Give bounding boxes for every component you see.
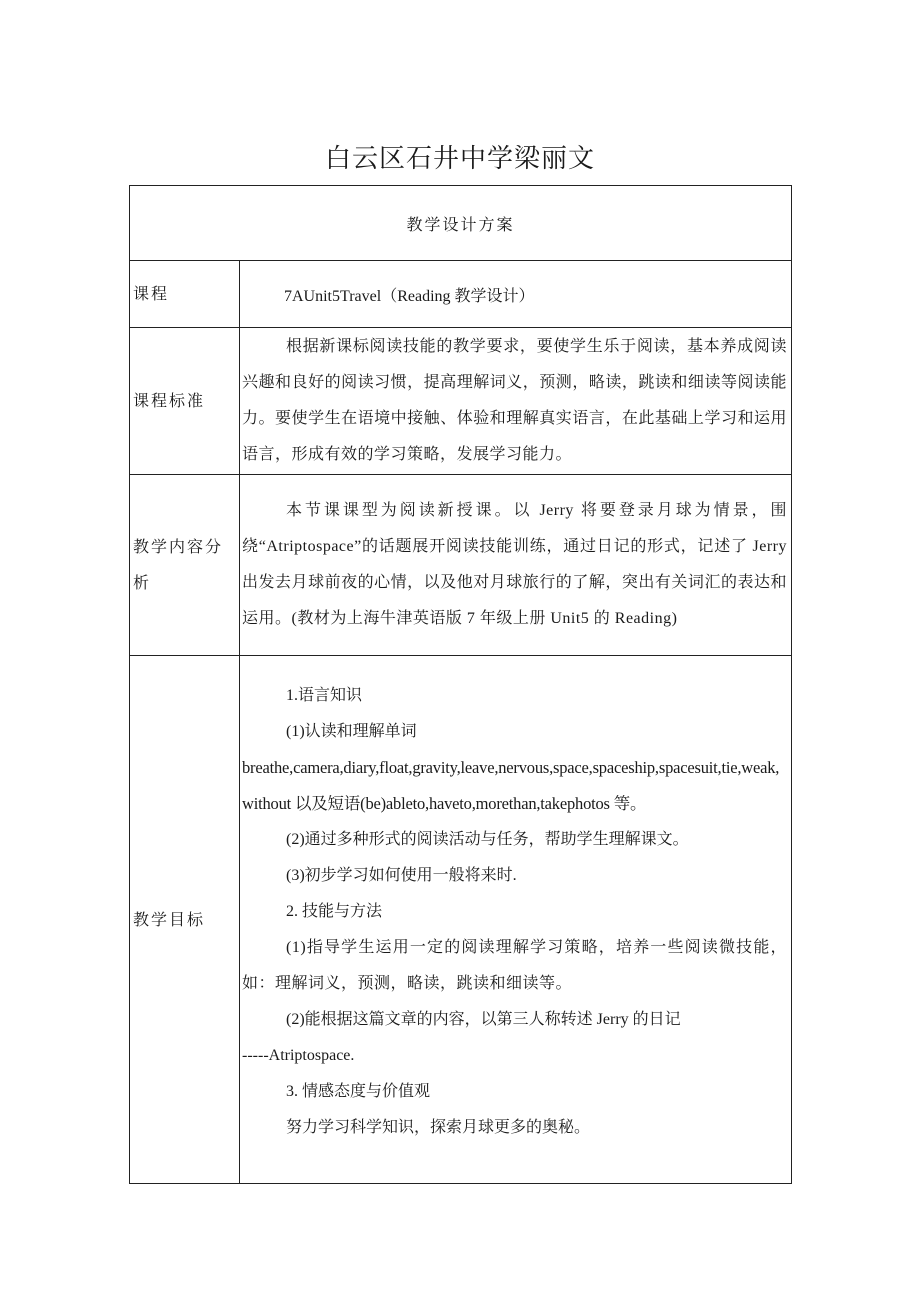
goal-line: 2. 技能与方法 (286, 903, 383, 920)
document-title: 白云区石井中学梁丽文 (324, 144, 595, 174)
analysis-row (130, 475, 792, 656)
analysis-cell (240, 475, 792, 656)
standard-text: 根据新课标阅读技能的教学要求，要使学生乐于阅读，基本养成阅读兴趣和良好的阅读习惯，提高理解词义，预测，略读，跳读和细读等阅读能力。要使学生在语境中接触、体验和理解真实语言，在此基础上学习和运用语言，形成有效的学习策略，发展学习能力。 (242, 338, 788, 463)
goal-line: breathe,camera,diary,float,gravity,leave,nervous,space,spaceship,spacesuit,tie,weak,without 以及短语(be)ableto,haveto,morethan,takephotos 等。 (242, 758, 780, 813)
standard-cell (240, 328, 792, 475)
goal-line: 3. 情感态度与价值观 (286, 1083, 431, 1100)
teaching-plan-table (129, 185, 792, 1184)
goals-cell (240, 656, 792, 1184)
goal-line: (1)认读和理解单词 (286, 723, 417, 740)
goal-line: -----Atriptospace. (242, 1047, 355, 1064)
goal-line: (2)能根据这篇文章的内容，以第三人称转述 Jerry 的日记 (286, 1011, 681, 1028)
table-heading-row (130, 186, 792, 261)
table-heading: 教学设计方案 (130, 186, 792, 261)
analysis-text: 本节课课型为阅读新授课。以 Jerry 将要登录月球为情景，围绕“Atriptospace”的话题展开阅读技能训练，通过日记的形式，记述了 Jerry 出发去月球前夜的心情，以及他对月球旅行的了解，突出有关词汇的表达和运用。(教材为上海牛津英语版 7 年级上册 Unit5 的 Reading) (242, 502, 788, 627)
course-row (130, 261, 792, 328)
goal-line: (1)指导学生运用一定的阅读理解学习策略，培养一些阅读微技能，如：理解词义，预测，略读，跳读和细读等。 (242, 939, 788, 992)
standard-label: 课程标准 (130, 328, 240, 475)
goal-line: 努力学习科学知识，探索月球更多的奥秘。 (286, 1119, 591, 1136)
analysis-label: 教学内容分析 (130, 475, 240, 656)
goals-label: 教学目标 (130, 656, 240, 1184)
goal-line: (3)初步学习如何使用一般将来时. (286, 867, 517, 884)
standard-row (130, 328, 792, 475)
goal-line: (2)通过多种形式的阅读活动与任务，帮助学生理解课文。 (286, 831, 689, 848)
course-value: 7AUnit5Travel（Reading 教学设计） (240, 261, 792, 328)
goal-line: 1.语言知识 (286, 687, 363, 704)
goals-row (130, 656, 792, 1184)
course-label: 课程 (130, 261, 240, 328)
